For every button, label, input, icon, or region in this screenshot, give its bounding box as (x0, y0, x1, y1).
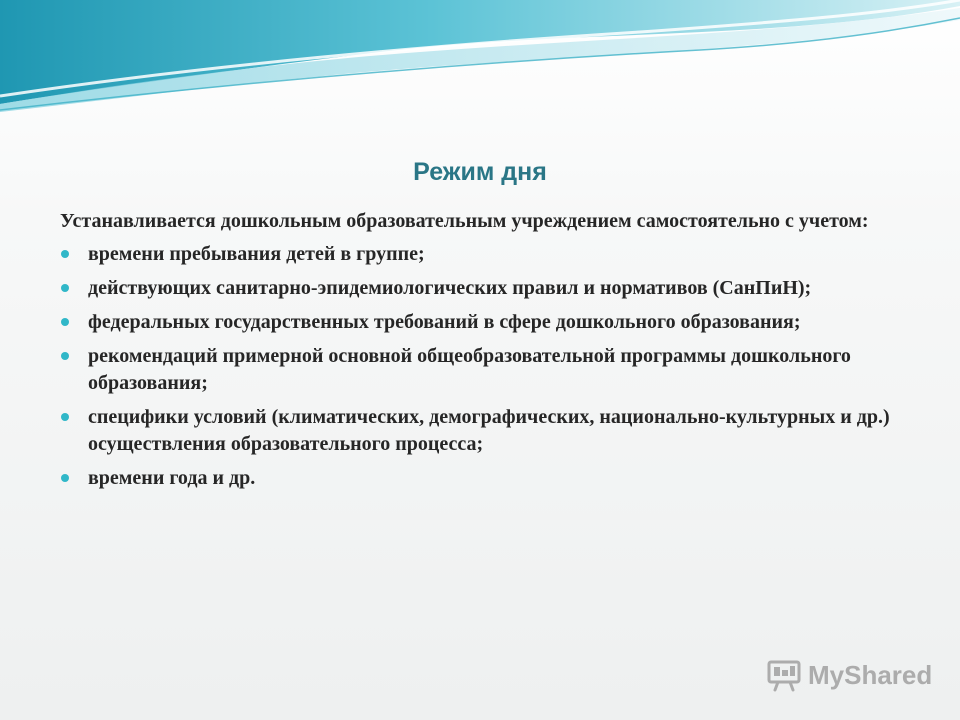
list-item-text: времени года и др. (88, 467, 256, 489)
watermark-logo (766, 657, 932, 693)
list-item (60, 275, 890, 302)
bullet-icon (61, 318, 69, 326)
intro-text: Устанавливается дошкольным образовательным учреждением самостоятельно с учетом: (60, 210, 869, 232)
bullet-icon (61, 352, 69, 360)
watermark-text: MyShared (808, 659, 933, 690)
slide-title: Режим дня (413, 158, 547, 186)
list-item-text: рекомендаций примерной основной общеобразовательной программы дошкольного образования; (88, 345, 851, 394)
bullet-icon (61, 474, 69, 482)
presentation-icon (766, 657, 802, 693)
slide-body (60, 208, 890, 499)
bullet-icon (61, 413, 69, 421)
wave-decoration (0, 0, 960, 130)
bullet-icon (61, 250, 69, 258)
list-item (60, 343, 890, 397)
list-item (60, 309, 890, 336)
list-item-text: специфики условий (климатических, демографических, национально-культурных и др.) осуществления образовательного процесса; (88, 406, 890, 455)
list-item-text: федеральных государственных требований в сфере дошкольного образования; (88, 311, 801, 333)
bullet-icon (61, 284, 69, 292)
list-item (60, 465, 890, 492)
list-item-text: действующих санитарно-эпидемиологических правил и нормативов (СанПиН); (88, 277, 812, 299)
list-item (60, 241, 890, 268)
list-item-text: времени пребывания детей в группе; (88, 243, 425, 265)
bullet-list (60, 241, 890, 492)
list-item (60, 404, 890, 458)
